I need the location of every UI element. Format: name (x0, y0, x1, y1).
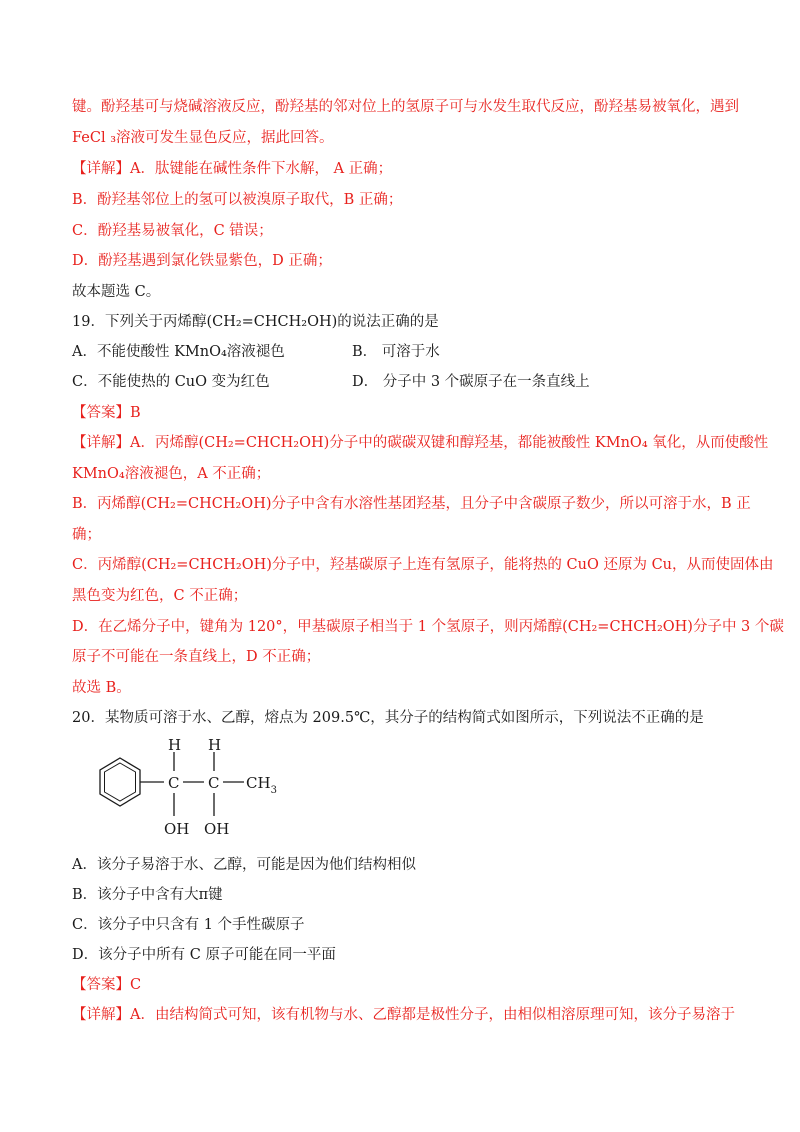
option-20-c: C．该分子中只含有 1 个手性碳原子 (72, 917, 305, 933)
text-line: 故本题选 C。 (72, 284, 161, 300)
option-20-d: D．该分子中所有 C 原子可能在同一平面 (72, 947, 336, 963)
answer-20: 【答案】C (72, 977, 142, 993)
question-20-stem: 20．某物质可溶于水、乙醇，熔点为 209.5℃，其分子的结构简式如图所示，下列说法不正确的是 (72, 710, 704, 726)
text-line: D．酚羟基遇到氯化铁显紫色，D 正确； (72, 253, 332, 269)
text-line: C．酚羟基易被氧化，C 错误； (72, 223, 273, 239)
carbon-label: C (208, 774, 220, 792)
answer-19: 【答案】B (72, 405, 141, 421)
text-line: 确； (72, 527, 101, 543)
text-line: B．酚羟基邻位上的氢可以被溴原子取代，B 正确； (72, 192, 403, 208)
option-19-d: D． 分子中 3 个碳原子在一条直线上 (352, 374, 590, 390)
hydroxyl-label: OH (164, 820, 190, 838)
option-20-b: B．该分子中含有大π键 (72, 887, 223, 903)
text-line: FeCl ₃溶液可发生显色反应，据此回答。 (72, 130, 334, 146)
carbon-label: C (168, 774, 180, 792)
text-line: 故选 B。 (72, 680, 131, 696)
text-line: B．丙烯醇(CH₂=CHCH₂OH)分子中含有水溶性基团羟基，且分子中含碳原子数少，所以可溶于水，B 正 (72, 496, 751, 512)
text-line: 【详解】A．由结构简式可知，该有机物与水、乙醇都是极性分子，由相似相溶原理可知，该分子易溶于 (72, 1007, 735, 1023)
option-19-b: B． 可溶于水 (352, 344, 440, 360)
benzene-ring (100, 758, 140, 806)
hydrogen-label: H (208, 738, 222, 754)
text-line: 【详解】A．丙烯醇(CH₂=CHCH₂OH)分子中的碳碳双键和醇羟基，都能被酸性 KMnO₄ 氧化，从而使酸性 (72, 435, 769, 451)
text-line: C．丙烯醇(CH₂=CHCH₂OH)分子中，羟基碳原子上连有氢原子，能将热的 CuO 还原为 Cu，从而使固体由 (72, 557, 774, 573)
text-line: 原子不可能在一条直线上，D 不正确； (72, 649, 321, 665)
option-20-a: A．该分子易溶于水、乙醇，可能是因为他们结构相似 (72, 857, 416, 873)
option-19-a: A．不能使酸性 KMnO₄溶液褪色 (72, 344, 285, 360)
text-line: 键。酚羟基可与烧碱溶液反应，酚羟基的邻对位上的氢原子可与水发生取代反应，酚羟基易被氧化，遇到 (72, 99, 739, 115)
option-19-c: C．不能使热的 CuO 变为红色 (72, 374, 270, 390)
text-line: D．在乙烯分子中，键角为 120°，甲基碳原子相当于 1 个氢原子，则丙烯醇(CH₂=CHCH₂OH)分子中 3 个碳 (72, 619, 784, 635)
text-line: 黑色变为红色，C 不正确； (72, 588, 248, 604)
structural-formula (72, 738, 302, 840)
hydroxyl-label: OH (204, 820, 230, 838)
text-line: KMnO₄溶液褪色，A 不正确； (72, 466, 271, 482)
hydrogen-label: H (168, 738, 182, 754)
question-19-stem: 19．下列关于丙烯醇(CH₂=CHCH₂OH)的说法正确的是 (72, 314, 439, 330)
text-line: 【详解】A．肽键能在碱性条件下水解， A 正确； (72, 161, 393, 177)
methyl-label: $CH_3$ (246, 774, 277, 796)
